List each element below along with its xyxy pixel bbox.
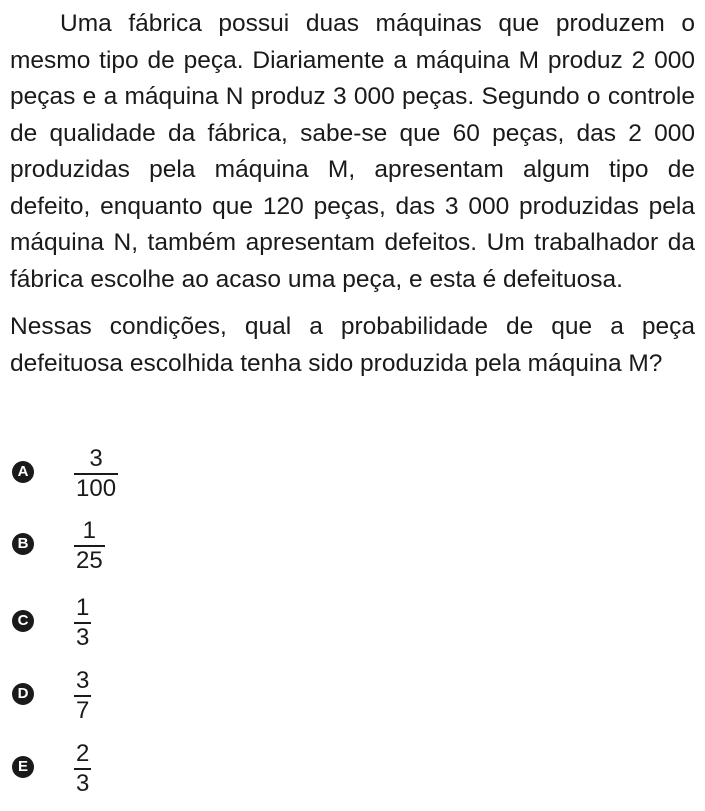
option-a-fraction: [74, 446, 118, 502]
option-c-badge: C: [12, 610, 34, 632]
option-b-denominator: 25: [76, 546, 103, 574]
option-d-denominator: 7: [76, 696, 90, 724]
option-b-fraction: [74, 518, 105, 574]
option-e-numerator: 2: [76, 740, 90, 767]
option-e-badge: E: [12, 756, 34, 778]
option-c-fraction: [74, 595, 91, 651]
question-statement: [10, 6, 695, 382]
option-c-denominator: 3: [76, 623, 90, 651]
option-d-badge: D: [12, 683, 34, 705]
option-c-numerator: 1: [76, 594, 90, 621]
option-a-numerator: 3: [89, 445, 103, 472]
option-d-numerator: 3: [76, 667, 90, 694]
question-paragraph-prompt: Nessas condições, qual a probabilidade de que a peça defeituosa escolhida tenha sido produzida pela máquina M?: [10, 313, 695, 377]
option-b-badge: B: [12, 533, 34, 555]
option-e-denominator: 3: [76, 769, 90, 797]
option-b-numerator: 1: [82, 517, 97, 544]
question-paragraph-context: Uma fábrica possui duas máquinas que produzem o mesmo tipo de peça. Diariamente a máquina M produz 2 000 peças e a máquina N produz 3 000 peças. Segundo o controle de qualidade da fábrica, sabe-se que 60 peças, das 2 000 produzidas pela máquina M, apresentam algum tipo de defeito, enquanto que 120 peças, das 3 000 produzidas pela máquina N, também apresentam defeitos. Um trabalhador da fábrica escolhe ao acaso uma peça, e esta é defeituosa.: [10, 10, 695, 293]
option-e-fraction: [74, 741, 91, 797]
option-a-badge: A: [12, 461, 34, 483]
option-a-denominator: 100: [76, 474, 117, 502]
option-d-fraction: [74, 668, 91, 724]
